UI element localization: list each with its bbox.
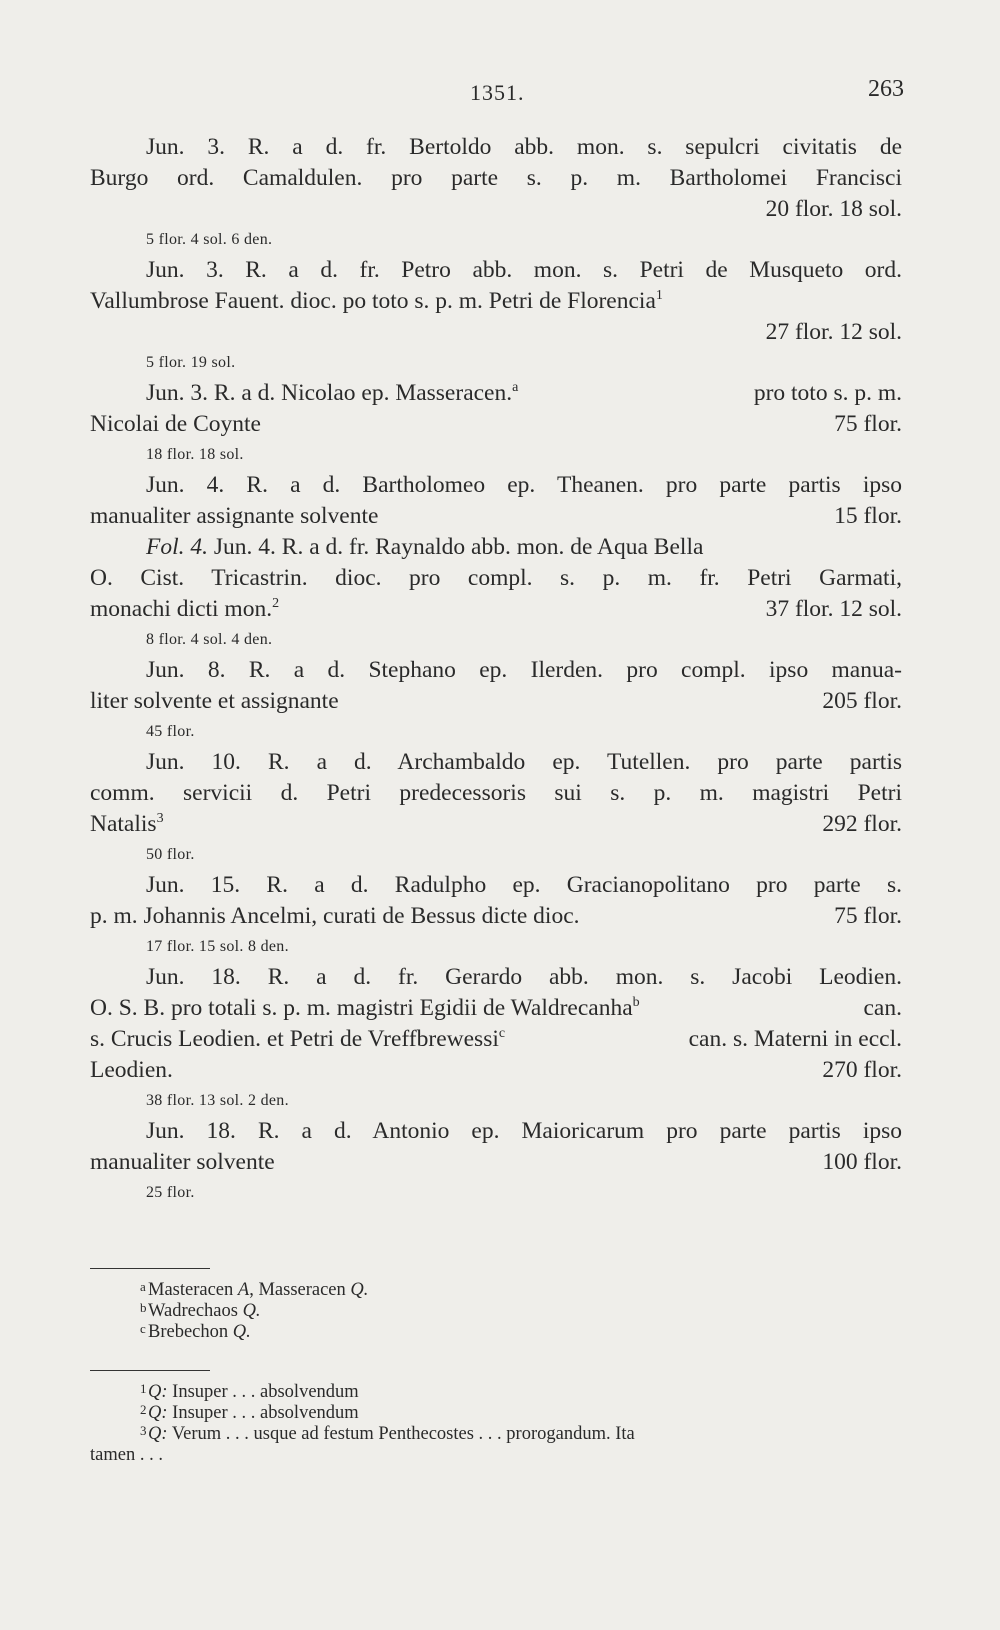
entry-line	[90, 686, 902, 717]
entry-amount: 75 flor.	[834, 411, 902, 437]
entry-amount: 15 flor.	[834, 503, 902, 529]
entries-body	[90, 132, 902, 1208]
footnote-mark: 3	[140, 1423, 147, 1438]
entry-line-text: pro toto s. p. m.	[753, 380, 902, 406]
entry	[90, 1116, 902, 1208]
entry-subamount: 45 flor.	[146, 723, 195, 740]
entry-line-text: monachi dicti mon.	[90, 596, 273, 622]
variant-note	[90, 1322, 902, 1343]
variant-note	[90, 1301, 902, 1322]
entry-amount: 37 flor. 12 sol.	[765, 596, 902, 622]
variant-note	[90, 1280, 902, 1301]
entry	[90, 962, 902, 1116]
variant-mark: c	[140, 1321, 146, 1336]
variant-text: Masteracen	[148, 1280, 234, 1300]
entry	[90, 532, 902, 655]
entry-line	[90, 501, 902, 532]
variant-siglum: Q.	[242, 1301, 261, 1321]
entry-line-text: manualiter solvente	[90, 1149, 275, 1175]
page-number: 263	[868, 76, 904, 102]
entry	[90, 870, 902, 962]
variant-notes	[90, 1280, 902, 1343]
entry-amount: 75 flor.	[834, 903, 902, 929]
entry-line	[90, 286, 902, 317]
entry-line	[90, 1147, 902, 1178]
footnote-ref: 2	[272, 596, 280, 612]
entry-line: Jun. 10. R. a d. Archambaldo ep. Tutellen. pro parte partis	[146, 749, 902, 775]
footnote-text: Verum . . . usque ad festum Penthecostes . . . prorogandum. Ita	[171, 1424, 635, 1444]
entry-line	[90, 594, 902, 625]
entry-line: Jun. 18. R. a d. Antonio ep. Maioricarum pro parte partis ipso	[146, 1118, 902, 1144]
entry-line-text: Nicolai de Coynte	[90, 411, 261, 437]
entry-line-text: Jun. 3. R. a d. Nicolao ep. Masseracen.	[146, 380, 513, 406]
running-header	[90, 76, 904, 106]
entry-line	[90, 809, 902, 840]
entry-subamount: 5 flor. 4 sol. 6 den.	[146, 231, 273, 248]
footnote-text: Insuper . . . absolvendum	[172, 1382, 359, 1402]
entry-amount: 100 flor.	[822, 1149, 902, 1175]
variant-mark: a	[140, 1279, 146, 1294]
entry-subamount: 5 flor. 19 sol.	[146, 354, 236, 371]
footnote-text: Insuper . . . absolvendum	[172, 1403, 359, 1423]
footnote	[90, 1382, 902, 1403]
entry-line	[90, 378, 902, 409]
entry	[90, 655, 902, 747]
variant-ref: a	[512, 380, 519, 396]
entry-line	[90, 1055, 902, 1086]
header-year: 1351.	[470, 80, 525, 105]
entry-amount: 205 flor.	[822, 688, 902, 714]
entry-line: Jun. 15. R. a d. Radulpho ep. Gracianopolitano pro parte s.	[146, 872, 902, 898]
entry-subamount: 8 flor. 4 sol. 4 den.	[146, 631, 273, 648]
entry	[90, 470, 902, 532]
entry	[90, 747, 902, 870]
footnote	[90, 1424, 902, 1445]
variant-siglum: Q.	[350, 1280, 369, 1300]
entry-line-text: p. m. Johannis Ancelmi, curati de Bessus dicte dioc.	[90, 903, 580, 929]
footnote-ref: 3	[156, 811, 164, 827]
footnote-divider	[90, 1268, 210, 1269]
entry-line	[90, 532, 902, 563]
entry-line-text: liter solvente et assignante	[90, 688, 339, 714]
variant-ref: b	[632, 995, 640, 1011]
folio-marker: Fol. 4.	[146, 534, 209, 560]
entry	[90, 255, 902, 378]
footnote-siglum: Q:	[148, 1424, 168, 1444]
variant-text: Wadrechaos	[148, 1301, 238, 1321]
footnote-siglum: Q:	[148, 1382, 168, 1402]
entry-subamount: 17 flor. 15 sol. 8 den.	[146, 938, 289, 955]
footnote-mark: 2	[140, 1402, 147, 1417]
entry-amount: 270 flor.	[822, 1057, 902, 1083]
variant-ref: c	[498, 1026, 506, 1042]
entry-line: O. Cist. Tricastrin. dioc. pro compl. s. p. m. fr. Petri Garmati,	[90, 565, 902, 591]
footnote-divider	[90, 1370, 210, 1371]
entry-line-text: O. S. B. pro totali s. p. m. magistri Egidii de Waldrecanha	[90, 995, 633, 1021]
entry-line-text: Jun. 4. R. a d. fr. Raynaldo abb. mon. de Aqua Bella	[213, 534, 704, 560]
entry	[90, 132, 902, 255]
entry-line	[90, 409, 902, 440]
entry-line	[90, 1024, 902, 1055]
footnote-ref: 1	[655, 288, 663, 304]
entry-line-text: Natalis	[90, 811, 157, 837]
footnote	[90, 1403, 902, 1424]
variant-text: , Masseracen	[249, 1280, 346, 1300]
footnotes	[90, 1382, 902, 1466]
entry-subamount: 38 flor. 13 sol. 2 den.	[146, 1092, 289, 1109]
entry-line-text: can.	[863, 995, 902, 1021]
entry-subamount: 25 flor.	[146, 1184, 195, 1201]
variant-siglum: A	[237, 1280, 250, 1300]
footnote-continuation: tamen . . .	[90, 1445, 163, 1465]
entry-subamount: 50 flor.	[146, 846, 195, 863]
entry-line-text: s. Crucis Leodien. et Petri de Vreffbrewessi	[90, 1026, 499, 1052]
variant-mark: b	[140, 1300, 147, 1315]
variant-text: Brebechon	[148, 1322, 229, 1342]
entry-line: comm. servicii d. Petri predecessoris sui s. p. m. magistri Petri	[90, 780, 902, 806]
entry-line: Burgo ord. Camaldulen. pro parte s. p. m. Bartholomei Francisci	[90, 165, 902, 191]
entry-line	[90, 993, 902, 1024]
entry-subamount: 18 flor. 18 sol.	[146, 446, 244, 463]
entry-line-text: Vallumbrose Fauent. dioc. po toto s. p. m. Petri de Florencia	[90, 288, 656, 314]
entry-amount: 20 flor. 18 sol.	[765, 196, 902, 222]
entry-line-text: can. s. Materni in eccl.	[688, 1026, 902, 1052]
entry-line	[90, 901, 902, 932]
entry-line: Jun. 18. R. a d. fr. Gerardo abb. mon. s. Jacobi Leodien.	[146, 964, 902, 990]
footnote-mark: 1	[140, 1381, 147, 1396]
entry-line: Jun. 3. R. a d. fr. Bertoldo abb. mon. s. sepulcri civitatis de	[146, 134, 902, 160]
entry	[90, 378, 902, 470]
entry-line: Jun. 3. R. a d. fr. Petro abb. mon. s. Petri de Musqueto ord.	[146, 257, 902, 283]
entry-line: Jun. 8. R. a d. Stephano ep. Ilerden. pro compl. ipso manua-	[146, 657, 902, 683]
entry-line: Jun. 4. R. a d. Bartholomeo ep. Theanen. pro parte partis ipso	[146, 472, 902, 498]
entry-amount: 27 flor. 12 sol.	[765, 319, 902, 345]
footnote-siglum: Q:	[148, 1403, 168, 1423]
entry-line-text: Leodien.	[90, 1057, 173, 1083]
entry-amount: 292 flor.	[822, 811, 902, 837]
entry-line-text: manualiter assignante solvente	[90, 503, 379, 529]
variant-siglum: Q.	[232, 1322, 251, 1342]
